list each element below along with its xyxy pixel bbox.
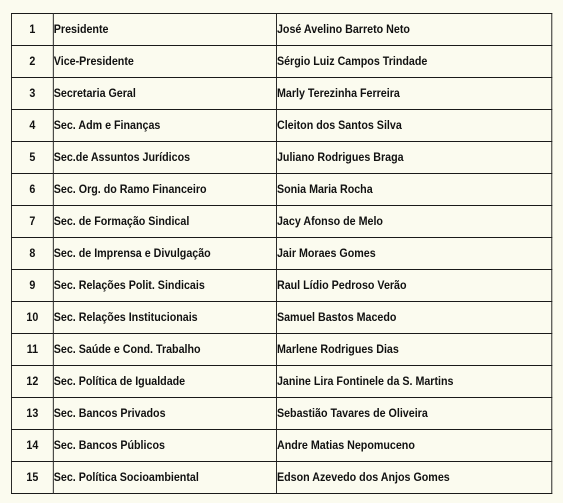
row-number: 13 <box>11 398 53 430</box>
table-row <box>11 142 551 174</box>
position-cell: Sec. Política de Igualdade <box>53 366 276 398</box>
table-row <box>11 78 551 110</box>
table-row <box>11 206 551 238</box>
table-row <box>11 238 551 270</box>
row-number: 4 <box>11 110 53 142</box>
row-number: 15 <box>11 462 53 494</box>
position-cell: Sec. de Formação Sindical <box>53 206 276 238</box>
position-cell: Sec. Bancos Privados <box>53 398 276 430</box>
position-cell: Sec. Relações Institucionais <box>53 302 276 334</box>
position-cell: Sec. Saúde e Cond. Trabalho <box>53 334 276 366</box>
table-row <box>11 398 551 430</box>
row-number: 7 <box>11 206 53 238</box>
position-cell: Sec. Política Socioambiental <box>53 462 276 494</box>
member-name-cell: Janine Lira Fontinele da S. Martins <box>277 366 552 398</box>
row-number: 1 <box>11 14 53 46</box>
board-members-table <box>11 13 552 494</box>
row-number: 11 <box>11 334 53 366</box>
member-name-cell: Edson Azevedo dos Anjos Gomes <box>277 462 552 494</box>
member-name-cell: Sonia Maria Rocha <box>277 174 552 206</box>
member-name-cell: Juliano Rodrigues Braga <box>277 142 552 174</box>
position-cell: Sec. Org. do Ramo Financeiro <box>53 174 276 206</box>
row-number: 6 <box>11 174 53 206</box>
position-cell: Sec. Bancos Públicos <box>53 430 276 462</box>
member-name-cell: Marlene Rodrigues Dias <box>277 334 552 366</box>
table-row <box>11 174 551 206</box>
table-row <box>11 430 551 462</box>
row-number: 3 <box>11 78 53 110</box>
row-number: 2 <box>11 46 53 78</box>
member-name-cell: Samuel Bastos Macedo <box>277 302 552 334</box>
position-cell: Presidente <box>53 14 276 46</box>
table-row <box>11 270 551 302</box>
table-row <box>11 302 551 334</box>
position-cell: Sec.de Assuntos Jurídicos <box>53 142 276 174</box>
position-cell: Secretaria Geral <box>53 78 276 110</box>
member-name-cell: Sérgio Luiz Campos Trindade <box>277 46 552 78</box>
member-name-cell: Cleiton dos Santos Silva <box>277 110 552 142</box>
row-number: 5 <box>11 142 53 174</box>
table-row <box>11 46 551 78</box>
row-number: 12 <box>11 366 53 398</box>
row-number: 8 <box>11 238 53 270</box>
member-name-cell: Marly Terezinha Ferreira <box>277 78 552 110</box>
position-cell: Vice-Presidente <box>53 46 276 78</box>
position-cell: Sec. de Imprensa e Divulgação <box>53 238 276 270</box>
row-number: 14 <box>11 430 53 462</box>
position-cell: Sec. Relações Polit. Sindicais <box>53 270 276 302</box>
position-cell: Sec. Adm e Finanças <box>53 110 276 142</box>
member-name-cell: Jacy Afonso de Melo <box>277 206 552 238</box>
member-name-cell: Jair Moraes Gomes <box>277 238 552 270</box>
table-row <box>11 14 551 46</box>
row-number: 10 <box>11 302 53 334</box>
table-row <box>11 334 551 366</box>
table-body <box>11 14 551 494</box>
table-row <box>11 462 551 494</box>
table-row <box>11 366 551 398</box>
table-row <box>11 110 551 142</box>
member-name-cell: Andre Matias Nepomuceno <box>277 430 552 462</box>
member-name-cell: Sebastião Tavares de Oliveira <box>277 398 552 430</box>
row-number: 9 <box>11 270 53 302</box>
member-name-cell: José Avelino Barreto Neto <box>277 14 552 46</box>
member-name-cell: Raul Lídio Pedroso Verão <box>277 270 552 302</box>
